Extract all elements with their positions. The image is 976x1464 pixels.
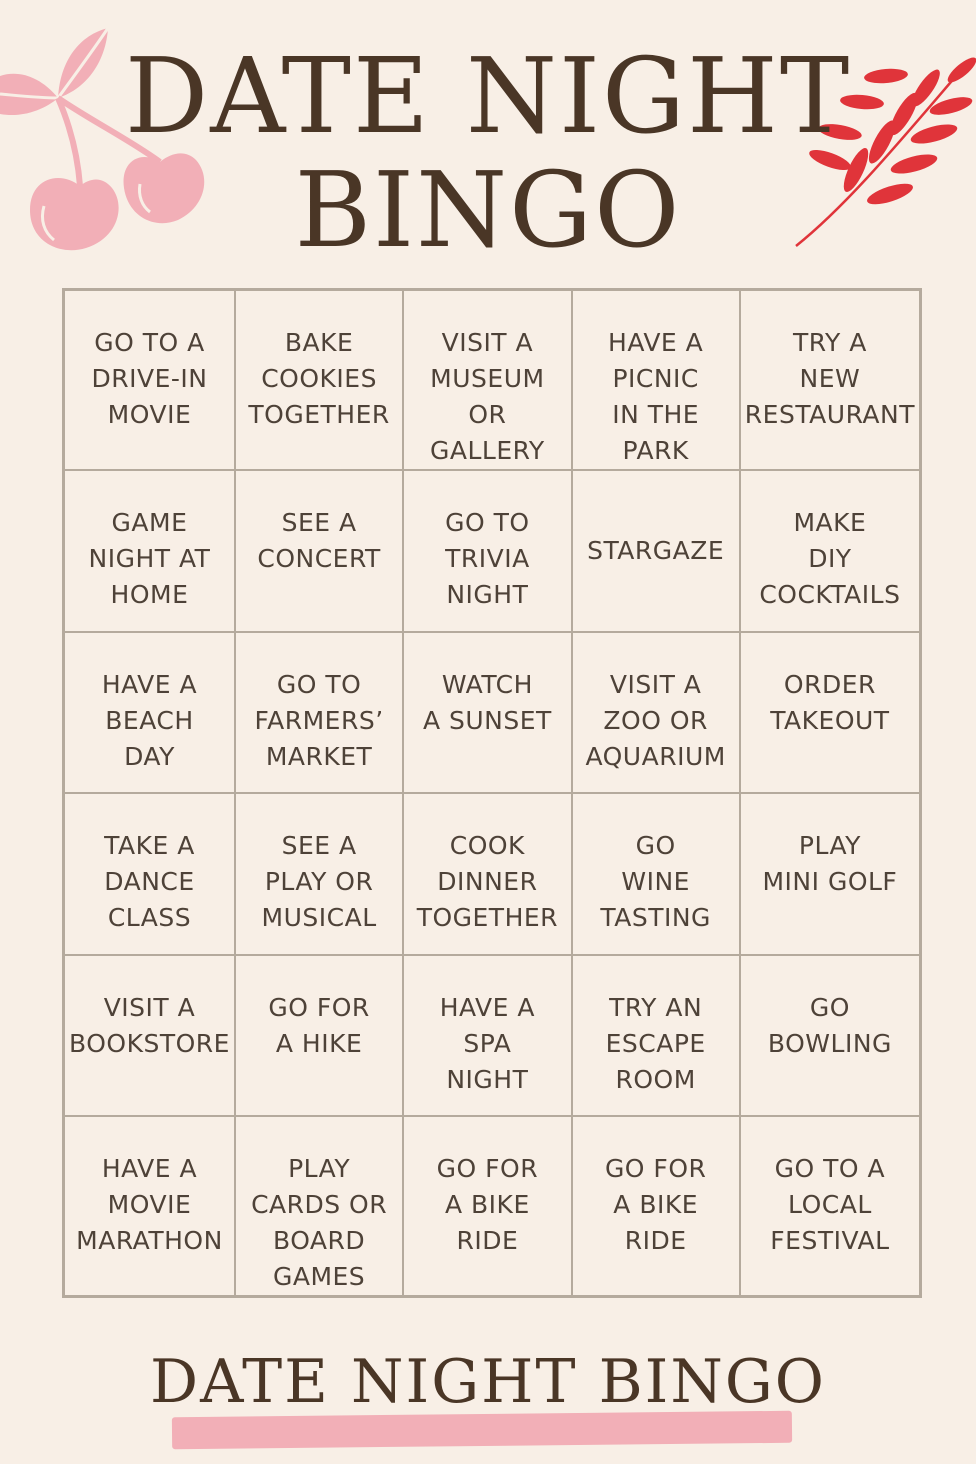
bingo-cell: VISIT A MUSEUM OR GALLERY	[403, 290, 571, 470]
bingo-cell: COOK DINNER TOGETHER	[403, 793, 571, 955]
bingo-cell: SEE A PLAY OR MUSICAL	[235, 793, 403, 955]
bingo-cell: PLAY CARDS OR BOARD GAMES	[235, 1116, 403, 1296]
bingo-cell: ORDER TAKEOUT	[740, 632, 920, 794]
bingo-cell: GO TO TRIVIA NIGHT	[403, 470, 571, 632]
bingo-cell: TRY AN ESCAPE ROOM	[572, 955, 740, 1117]
footer-title: DATE NIGHT BINGO	[149, 1347, 826, 1417]
bingo-cell: SEE A CONCERT	[235, 470, 403, 632]
bingo-cell: GAME NIGHT AT HOME	[64, 470, 235, 632]
bingo-cell: MAKE DIY COCKTAILS	[740, 470, 920, 632]
bingo-grid	[62, 288, 922, 1298]
bingo-cell: GO TO FARMERS’ MARKET	[235, 632, 403, 794]
bingo-cell: VISIT A ZOO OR AQUARIUM	[572, 632, 740, 794]
bingo-cell: GO TO A DRIVE-IN MOVIE	[64, 290, 235, 470]
bingo-cell: VISIT A BOOKSTORE	[64, 955, 235, 1117]
bingo-cell: STARGAZE	[572, 470, 740, 632]
bingo-cell: HAVE A MOVIE MARATHON	[64, 1116, 235, 1296]
bingo-cell: GO FOR A HIKE	[235, 955, 403, 1117]
bingo-cell: HAVE A PICNIC IN THE PARK	[572, 290, 740, 470]
bingo-cell: BAKE COOKIES TOGETHER	[235, 290, 403, 470]
page-title-line-1: DATE NIGHT	[124, 35, 852, 157]
bingo-cell: HAVE A SPA NIGHT	[403, 955, 571, 1117]
bingo-cell: TAKE A DANCE CLASS	[64, 793, 235, 955]
bingo-cell: GO FOR A BIKE RIDE	[403, 1116, 571, 1296]
bingo-cell: GO TO A LOCAL FESTIVAL	[740, 1116, 920, 1296]
bingo-cell: GO FOR A BIKE RIDE	[572, 1116, 740, 1296]
page-title-line-2: BINGO	[294, 149, 682, 271]
bingo-cell: TRY A NEW RESTAURANT	[740, 290, 920, 470]
bingo-cell: HAVE A BEACH DAY	[64, 632, 235, 794]
bingo-cell: GO WINE TASTING	[572, 793, 740, 955]
bingo-cell: GO BOWLING	[740, 955, 920, 1117]
bingo-cell: WATCH A SUNSET	[403, 632, 571, 794]
bingo-cell: PLAY MINI GOLF	[740, 793, 920, 955]
